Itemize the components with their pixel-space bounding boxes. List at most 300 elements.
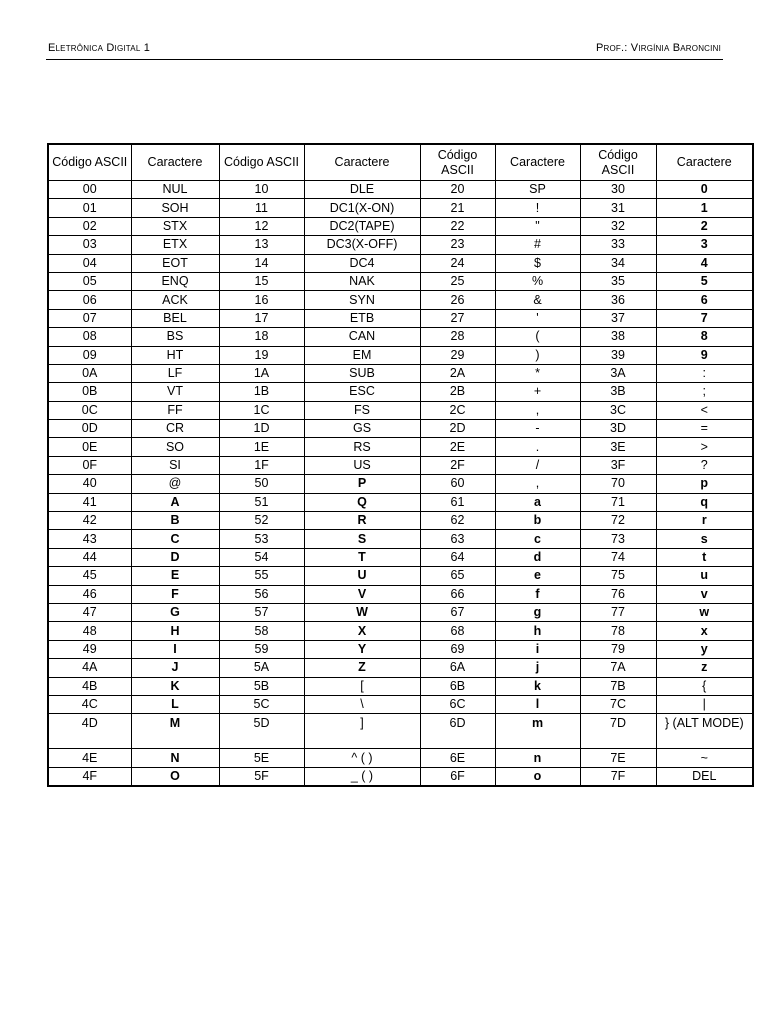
character-cell: D xyxy=(131,548,219,566)
character-cell: FS xyxy=(304,401,420,419)
code-cell: 15 xyxy=(219,272,304,290)
character-cell: v xyxy=(656,585,753,603)
character-cell: DLE xyxy=(304,181,420,199)
code-cell: 35 xyxy=(580,272,656,290)
code-cell: 54 xyxy=(219,548,304,566)
column-header: Código ASCII xyxy=(420,144,495,181)
character-cell: US xyxy=(304,456,420,474)
code-cell: 16 xyxy=(219,291,304,309)
code-cell: 6D xyxy=(420,714,495,749)
code-cell: 49 xyxy=(48,640,131,658)
code-cell: 75 xyxy=(580,567,656,585)
character-cell: { xyxy=(656,677,753,695)
character-cell: _ ( ) xyxy=(304,767,420,786)
code-cell: 6A xyxy=(420,659,495,677)
character-cell: J xyxy=(131,659,219,677)
column-header: Caractere xyxy=(131,144,219,181)
column-header: Código ASCII xyxy=(219,144,304,181)
character-cell: i xyxy=(495,640,580,658)
character-cell: + xyxy=(495,383,580,401)
character-cell: b xyxy=(495,512,580,530)
code-cell: 44 xyxy=(48,548,131,566)
code-cell: 72 xyxy=(580,512,656,530)
code-cell: 39 xyxy=(580,346,656,364)
code-cell: 0F xyxy=(48,456,131,474)
code-cell: 66 xyxy=(420,585,495,603)
table-row xyxy=(48,714,753,749)
character-cell: h xyxy=(495,622,580,640)
code-cell: 62 xyxy=(420,512,495,530)
character-cell: } (ALT MODE) xyxy=(656,714,753,749)
character-cell: C xyxy=(131,530,219,548)
code-cell: 04 xyxy=(48,254,131,272)
code-cell: 76 xyxy=(580,585,656,603)
table-row xyxy=(48,512,753,530)
character-cell: l xyxy=(495,695,580,713)
table-row xyxy=(48,309,753,327)
character-cell: DC2(TAPE) xyxy=(304,217,420,235)
code-cell: 60 xyxy=(420,475,495,493)
code-cell: 70 xyxy=(580,475,656,493)
code-cell: 02 xyxy=(48,217,131,235)
character-cell: RS xyxy=(304,438,420,456)
table-row xyxy=(48,456,753,474)
character-cell: V xyxy=(304,585,420,603)
code-cell: 0A xyxy=(48,364,131,382)
code-cell: 1D xyxy=(219,420,304,438)
code-cell: 4D xyxy=(48,714,131,749)
character-cell: ACK xyxy=(131,291,219,309)
character-cell: . xyxy=(495,438,580,456)
code-cell: 71 xyxy=(580,493,656,511)
character-cell: NAK xyxy=(304,272,420,290)
table-row xyxy=(48,640,753,658)
character-cell: S xyxy=(304,530,420,548)
code-cell: 73 xyxy=(580,530,656,548)
code-cell: 3F xyxy=(580,456,656,474)
code-cell: 29 xyxy=(420,346,495,364)
code-cell: 03 xyxy=(48,236,131,254)
character-cell: SI xyxy=(131,456,219,474)
character-cell: n xyxy=(495,749,580,767)
table-row xyxy=(48,622,753,640)
code-cell: 7B xyxy=(580,677,656,695)
code-cell: 43 xyxy=(48,530,131,548)
table-body xyxy=(48,181,753,787)
character-cell: p xyxy=(656,475,753,493)
character-cell: e xyxy=(495,567,580,585)
code-cell: 77 xyxy=(580,603,656,621)
character-cell: ETB xyxy=(304,309,420,327)
code-cell: 1E xyxy=(219,438,304,456)
column-header: Código ASCII xyxy=(48,144,131,181)
character-cell: FF xyxy=(131,401,219,419)
table-row xyxy=(48,749,753,767)
table-row xyxy=(48,328,753,346)
character-cell: Z xyxy=(304,659,420,677)
code-cell: 5C xyxy=(219,695,304,713)
code-cell: 4B xyxy=(48,677,131,695)
code-cell: 42 xyxy=(48,512,131,530)
code-cell: 1A xyxy=(219,364,304,382)
character-cell: P xyxy=(304,475,420,493)
code-cell: 69 xyxy=(420,640,495,658)
character-cell: u xyxy=(656,567,753,585)
table-row xyxy=(48,475,753,493)
table-row xyxy=(48,401,753,419)
code-cell: 0C xyxy=(48,401,131,419)
character-cell: 9 xyxy=(656,346,753,364)
character-cell: > xyxy=(656,438,753,456)
character-cell: z xyxy=(656,659,753,677)
table-row xyxy=(48,181,753,199)
code-cell: 0B xyxy=(48,383,131,401)
code-cell: 64 xyxy=(420,548,495,566)
character-cell: CR xyxy=(131,420,219,438)
table-row xyxy=(48,548,753,566)
character-cell: ] xyxy=(304,714,420,749)
code-cell: 1B xyxy=(219,383,304,401)
professor-name: Prof.: Virgínia Baroncini xyxy=(595,42,721,54)
table-row xyxy=(48,659,753,677)
code-cell: 4A xyxy=(48,659,131,677)
code-cell: 34 xyxy=(580,254,656,272)
character-cell: F xyxy=(131,585,219,603)
code-cell: 7D xyxy=(580,714,656,749)
character-cell: 6 xyxy=(656,291,753,309)
character-cell: ! xyxy=(495,199,580,217)
table-row xyxy=(48,695,753,713)
code-cell: 48 xyxy=(48,622,131,640)
code-cell: 45 xyxy=(48,567,131,585)
character-cell: / xyxy=(495,456,580,474)
code-cell: 38 xyxy=(580,328,656,346)
code-cell: 2D xyxy=(420,420,495,438)
code-cell: 5B xyxy=(219,677,304,695)
code-cell: 37 xyxy=(580,309,656,327)
table-row xyxy=(48,438,753,456)
code-cell: 2C xyxy=(420,401,495,419)
code-cell: 7F xyxy=(580,767,656,786)
character-cell: ETX xyxy=(131,236,219,254)
code-cell: 63 xyxy=(420,530,495,548)
character-cell: LF xyxy=(131,364,219,382)
code-cell: 4C xyxy=(48,695,131,713)
character-cell: : xyxy=(656,364,753,382)
character-cell: B xyxy=(131,512,219,530)
character-cell: , xyxy=(495,475,580,493)
code-cell: 00 xyxy=(48,181,131,199)
code-cell: 2A xyxy=(420,364,495,382)
character-cell: N xyxy=(131,749,219,767)
character-cell: SYN xyxy=(304,291,420,309)
table-row xyxy=(48,585,753,603)
character-cell: < xyxy=(656,401,753,419)
character-cell: ( xyxy=(495,328,580,346)
table-row xyxy=(48,677,753,695)
table-row xyxy=(48,767,753,786)
code-cell: 1F xyxy=(219,456,304,474)
code-cell: 32 xyxy=(580,217,656,235)
character-cell: " xyxy=(495,217,580,235)
table-header-row xyxy=(48,144,753,181)
code-cell: 67 xyxy=(420,603,495,621)
character-cell: 4 xyxy=(656,254,753,272)
character-cell: r xyxy=(656,512,753,530)
table-row xyxy=(48,493,753,511)
code-cell: 13 xyxy=(219,236,304,254)
character-cell: T xyxy=(304,548,420,566)
character-cell: EOT xyxy=(131,254,219,272)
column-header: Caractere xyxy=(495,144,580,181)
code-cell: 59 xyxy=(219,640,304,658)
character-cell: ^ ( ) xyxy=(304,749,420,767)
code-cell: 01 xyxy=(48,199,131,217)
character-cell: VT xyxy=(131,383,219,401)
character-cell: DC1(X-ON) xyxy=(304,199,420,217)
code-cell: 22 xyxy=(420,217,495,235)
character-cell: = xyxy=(656,420,753,438)
ascii-table xyxy=(47,143,754,787)
character-cell: % xyxy=(495,272,580,290)
code-cell: 25 xyxy=(420,272,495,290)
character-cell: 1 xyxy=(656,199,753,217)
code-cell: 26 xyxy=(420,291,495,309)
code-cell: 5A xyxy=(219,659,304,677)
character-cell: k xyxy=(495,677,580,695)
character-cell: - xyxy=(495,420,580,438)
character-cell: @ xyxy=(131,475,219,493)
code-cell: 68 xyxy=(420,622,495,640)
code-cell: 41 xyxy=(48,493,131,511)
code-cell: 20 xyxy=(420,181,495,199)
code-cell: 19 xyxy=(219,346,304,364)
code-cell: 55 xyxy=(219,567,304,585)
character-cell: * xyxy=(495,364,580,382)
table-row xyxy=(48,217,753,235)
character-cell: # xyxy=(495,236,580,254)
code-cell: 5E xyxy=(219,749,304,767)
character-cell: H xyxy=(131,622,219,640)
code-cell: 11 xyxy=(219,199,304,217)
character-cell: SUB xyxy=(304,364,420,382)
character-cell: a xyxy=(495,493,580,511)
character-cell: SP xyxy=(495,181,580,199)
page-header xyxy=(46,42,723,60)
character-cell: \ xyxy=(304,695,420,713)
code-cell: 0E xyxy=(48,438,131,456)
code-cell: 24 xyxy=(420,254,495,272)
character-cell: DEL xyxy=(656,767,753,786)
character-cell: DC3(X-OFF) xyxy=(304,236,420,254)
character-cell: O xyxy=(131,767,219,786)
code-cell: 57 xyxy=(219,603,304,621)
character-cell: g xyxy=(495,603,580,621)
code-cell: 56 xyxy=(219,585,304,603)
code-cell: 58 xyxy=(219,622,304,640)
code-cell: 3B xyxy=(580,383,656,401)
code-cell: 31 xyxy=(580,199,656,217)
code-cell: 23 xyxy=(420,236,495,254)
code-cell: 21 xyxy=(420,199,495,217)
character-cell: & xyxy=(495,291,580,309)
character-cell: X xyxy=(304,622,420,640)
code-cell: 4E xyxy=(48,749,131,767)
character-cell: ? xyxy=(656,456,753,474)
character-cell: SO xyxy=(131,438,219,456)
code-cell: 79 xyxy=(580,640,656,658)
code-cell: 5D xyxy=(219,714,304,749)
code-cell: 52 xyxy=(219,512,304,530)
code-cell: 36 xyxy=(580,291,656,309)
character-cell: c xyxy=(495,530,580,548)
table-row xyxy=(48,420,753,438)
code-cell: 6C xyxy=(420,695,495,713)
character-cell: q xyxy=(656,493,753,511)
character-cell: A xyxy=(131,493,219,511)
code-cell: 6E xyxy=(420,749,495,767)
character-cell: ; xyxy=(656,383,753,401)
character-cell: W xyxy=(304,603,420,621)
character-cell: I xyxy=(131,640,219,658)
code-cell: 40 xyxy=(48,475,131,493)
table-row xyxy=(48,530,753,548)
code-cell: 7A xyxy=(580,659,656,677)
table-row xyxy=(48,603,753,621)
character-cell: o xyxy=(495,767,580,786)
character-cell: K xyxy=(131,677,219,695)
character-cell: 0 xyxy=(656,181,753,199)
column-header: Caractere xyxy=(656,144,753,181)
code-cell: 7E xyxy=(580,749,656,767)
character-cell: 8 xyxy=(656,328,753,346)
character-cell: ) xyxy=(495,346,580,364)
code-cell: 61 xyxy=(420,493,495,511)
character-cell: | xyxy=(656,695,753,713)
character-cell: [ xyxy=(304,677,420,695)
character-cell: y xyxy=(656,640,753,658)
character-cell: L xyxy=(131,695,219,713)
character-cell: BS xyxy=(131,328,219,346)
character-cell: $ xyxy=(495,254,580,272)
character-cell: w xyxy=(656,603,753,621)
code-cell: 17 xyxy=(219,309,304,327)
code-cell: 2E xyxy=(420,438,495,456)
character-cell: M xyxy=(131,714,219,749)
character-cell: NUL xyxy=(131,181,219,199)
code-cell: 27 xyxy=(420,309,495,327)
character-cell: CAN xyxy=(304,328,420,346)
code-cell: 51 xyxy=(219,493,304,511)
code-cell: 18 xyxy=(219,328,304,346)
code-cell: 05 xyxy=(48,272,131,290)
code-cell: 78 xyxy=(580,622,656,640)
code-cell: 3D xyxy=(580,420,656,438)
character-cell: s xyxy=(656,530,753,548)
character-cell: 2 xyxy=(656,217,753,235)
code-cell: 09 xyxy=(48,346,131,364)
table-row xyxy=(48,383,753,401)
code-cell: 10 xyxy=(219,181,304,199)
column-header: Caractere xyxy=(304,144,420,181)
code-cell: 46 xyxy=(48,585,131,603)
character-cell: j xyxy=(495,659,580,677)
code-cell: 12 xyxy=(219,217,304,235)
table-row xyxy=(48,199,753,217)
character-cell: 5 xyxy=(656,272,753,290)
code-cell: 1C xyxy=(219,401,304,419)
code-cell: 4F xyxy=(48,767,131,786)
character-cell: R xyxy=(304,512,420,530)
character-cell: HT xyxy=(131,346,219,364)
code-cell: 3E xyxy=(580,438,656,456)
character-cell: SOH xyxy=(131,199,219,217)
course-title: Eletrônica Digital 1 xyxy=(48,42,151,54)
code-cell: 14 xyxy=(219,254,304,272)
character-cell: d xyxy=(495,548,580,566)
character-cell: EM xyxy=(304,346,420,364)
table-row xyxy=(48,567,753,585)
code-cell: 50 xyxy=(219,475,304,493)
table-row xyxy=(48,291,753,309)
character-cell: ESC xyxy=(304,383,420,401)
character-cell: ' xyxy=(495,309,580,327)
character-cell: U xyxy=(304,567,420,585)
table-row xyxy=(48,272,753,290)
code-cell: 28 xyxy=(420,328,495,346)
table-row xyxy=(48,236,753,254)
table-row xyxy=(48,254,753,272)
character-cell: DC4 xyxy=(304,254,420,272)
character-cell: GS xyxy=(304,420,420,438)
code-cell: 3A xyxy=(580,364,656,382)
character-cell: E xyxy=(131,567,219,585)
character-cell: Y xyxy=(304,640,420,658)
character-cell: ~ xyxy=(656,749,753,767)
character-cell: BEL xyxy=(131,309,219,327)
code-cell: 47 xyxy=(48,603,131,621)
character-cell: t xyxy=(656,548,753,566)
character-cell: Q xyxy=(304,493,420,511)
code-cell: 65 xyxy=(420,567,495,585)
code-cell: 0D xyxy=(48,420,131,438)
code-cell: 2B xyxy=(420,383,495,401)
code-cell: 08 xyxy=(48,328,131,346)
character-cell: ENQ xyxy=(131,272,219,290)
column-header: Código ASCII xyxy=(580,144,656,181)
character-cell: G xyxy=(131,603,219,621)
code-cell: 3C xyxy=(580,401,656,419)
character-cell: x xyxy=(656,622,753,640)
character-cell: STX xyxy=(131,217,219,235)
code-cell: 07 xyxy=(48,309,131,327)
character-cell: 3 xyxy=(656,236,753,254)
code-cell: 6F xyxy=(420,767,495,786)
code-cell: 53 xyxy=(219,530,304,548)
code-cell: 6B xyxy=(420,677,495,695)
code-cell: 2F xyxy=(420,456,495,474)
code-cell: 74 xyxy=(580,548,656,566)
code-cell: 33 xyxy=(580,236,656,254)
code-cell: 06 xyxy=(48,291,131,309)
table-row xyxy=(48,346,753,364)
code-cell: 5F xyxy=(219,767,304,786)
character-cell: , xyxy=(495,401,580,419)
character-cell: m xyxy=(495,714,580,749)
table-row xyxy=(48,364,753,382)
character-cell: f xyxy=(495,585,580,603)
code-cell: 7C xyxy=(580,695,656,713)
